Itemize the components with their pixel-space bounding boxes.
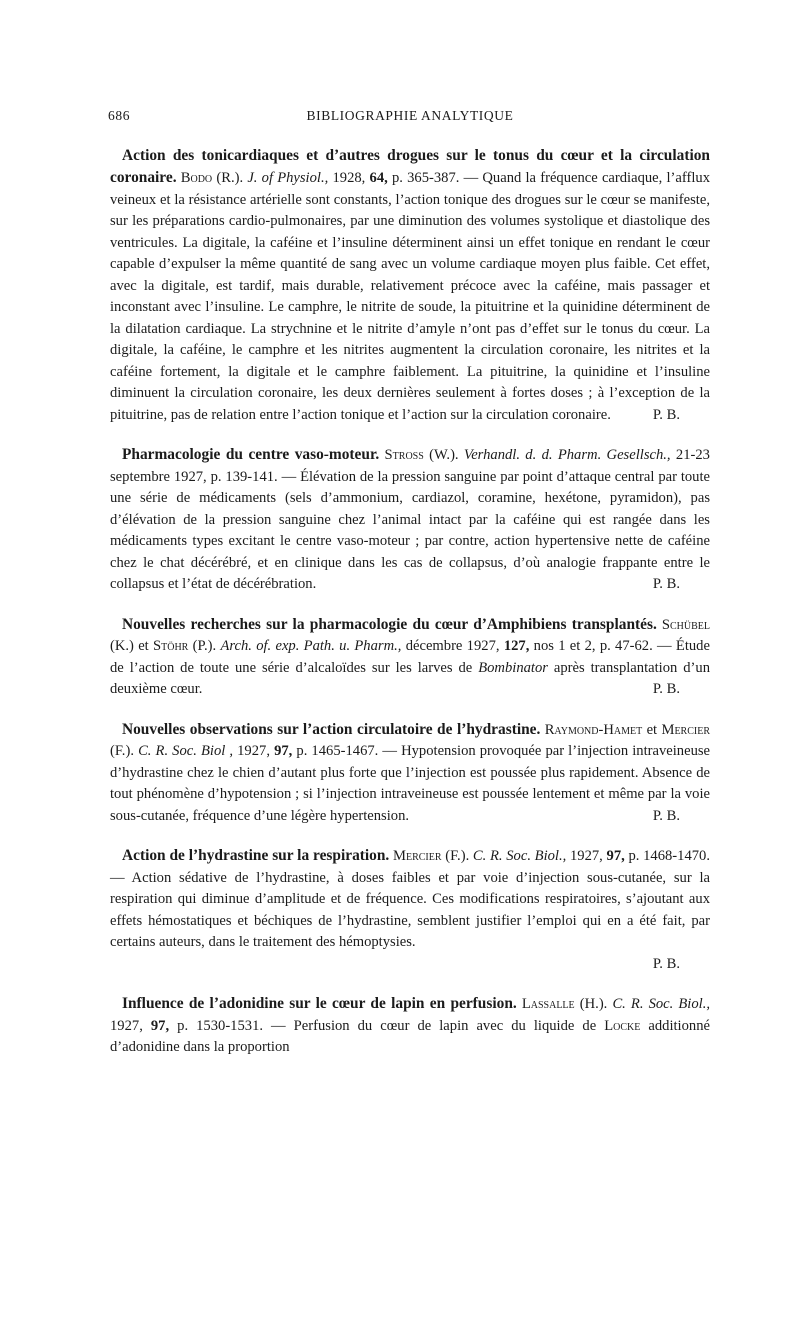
entry-author: Lassalle [521, 996, 575, 1013]
entry-year: 1927, [569, 848, 603, 865]
entry-body: — Quand la fréquence cardiaque, l’afflux veineux et la résistance artérielle sont constants, l’action tonique des drogues sur le cœur se manifeste, sur les préparations cardio-pulmonaires, par une diminution des volumes systolique et diastolique des ventricules. La digitale, la caféine et l’insuline déterminent ainsi un effet tonique en rendant le cœur capable d’expulser la même quantité de sang avec un volume cardiaque moyen plus faible. Cet effet, avec la digitale, est tardif, mais durable, relativement précoce avec la caféine, mais passager et inconstant avec l’insuline. Le camphre, le nitrite de soude, la pituitrine et la quinidine déterminent de la dilatation cardiaque. La strychnine et le nitrite d’amyle n’ont pas d’effet sur le tonus du cœur. La digitale, la caféine, le camphre et les nitrites augmentent la circulation coronaire, les nitrites et la caféine fortement, la digitale et le camphre faiblement. La pituitrine, la quinidine et l’insuline diminuent la circulation coronaire, les deux dernières seulement à fortes doses ; à l’exception de la pituitrine, pas de relation entre l’action tonique et l’action sur la circulation coronaire. [110, 170, 710, 423]
entry-title: Nouvelles observations sur l’action circulatoire de l’hydrastine. [122, 720, 541, 738]
running-head [110, 108, 710, 130]
entry-year: décembre 1927, [405, 638, 500, 655]
entry-volume: 97, [150, 1017, 170, 1034]
entry-body-end: après transplantation d’un deuxième cœur. [110, 659, 710, 698]
entry-author-initial: (W.). [429, 447, 459, 464]
bibliography-entry [110, 719, 710, 828]
bibliography-entry [110, 145, 710, 427]
entry-author-2: Mercier [661, 721, 711, 738]
entry-journal: J. of Physiol., [247, 170, 329, 187]
entry-author-initial: et [646, 721, 658, 738]
bibliography-entry [110, 845, 710, 975]
entry-signature: P. B. [652, 955, 680, 972]
entry-title: Action de l’hydrastine sur la respiration. [122, 847, 390, 865]
entry-year: 1927, [237, 743, 270, 760]
entry-author-2-initial: (P.). [192, 638, 217, 655]
entry-pages: p. 1530-1531. [177, 1017, 264, 1034]
entry-journal: Verhandl. d. d. Pharm. Gesellsch., [463, 447, 671, 464]
entry-pages: nos 1 et 2, p. 47-62. [533, 638, 653, 655]
entry-signature: P. B. [652, 406, 680, 423]
entry-author: Raymond-Hamet [544, 721, 643, 738]
entry-title: Nouvelles recherches sur la pharmacologie du cœur d’Amphibiens transplantés. [122, 615, 657, 633]
entry-author-2: Stöhr [153, 638, 189, 655]
entry-title: Pharmacologie du centre vaso-moteur. [122, 446, 380, 464]
entry-year: 1927, [110, 1017, 143, 1034]
entry-volume: 64, [369, 170, 388, 187]
entry-pages: p. 365-387. [391, 170, 460, 187]
entry-volume: 97, [606, 848, 625, 865]
entry-body: — Perfusion du cœur de lapin avec du liquide de [271, 1017, 597, 1034]
entry-author: Stross [384, 447, 424, 464]
entry-author-initial: (H.). [579, 996, 608, 1013]
entry-signature: P. B. [652, 576, 680, 593]
entry-author-2-initial: (F.). [110, 743, 134, 760]
bibliography-entry [110, 444, 710, 596]
entry-journal: Arch. of. exp. Path. u. Pharm., [220, 638, 402, 655]
entry-body-species: Bombinator [478, 659, 548, 676]
entry-author-initial: (R.). [216, 170, 244, 187]
entry-body: — Étude de l’action de toute une série d’alcaloïdes sur les larves de [110, 638, 710, 676]
entry-signature: P. B. [652, 681, 680, 698]
entry-journal: C. R. Soc. Biol., [612, 996, 711, 1013]
entry-volume: 97, [274, 743, 293, 760]
entry-author-initial: (F.). [445, 848, 470, 865]
entry-year: 21-23 septembre 1927, [110, 447, 710, 485]
entry-body: — Élévation de la pression sanguine par point d’attaque central par toute une série de médicaments (sels d’ammonium, cardiazol, coramine, hexétone, pyramidon), pas d’élévation de la pression sanguine chez l’animal intact par la caféine qui est rangée dans les médicaments types excitant le centre vaso-moteur ; par contre, action hypertensive nette de caféine chez le chat décérébré, et en clinique dans les cas de collapsus, d’où analogie frappante entre le collapsus et l’état de décérébration. [110, 468, 711, 593]
entry-volume: 127, [503, 638, 530, 655]
bibliography-entry [110, 993, 710, 1059]
entry-pages: p. 139-141. [210, 468, 278, 485]
page-number: 686 [108, 108, 131, 123]
entry-body-end: additionné d’adonidine dans la proportion [110, 1017, 710, 1056]
entry-journal: C. R. Soc. Biol , [138, 743, 234, 760]
entry-journal: C. R. Soc. Biol., [472, 848, 567, 865]
entry-author-initial: (K.) et [110, 638, 149, 655]
entry-title: Action des tonicardiaques et d’autres drogues sur le tonus du cœur et la circulation coronaire. [110, 146, 710, 187]
entry-author: Mercier [393, 848, 442, 865]
entry-author: Bodo [180, 170, 213, 187]
page [110, 108, 710, 1077]
running-head-title: BIBLIOGRAPHIE ANALYTIQUE [306, 108, 514, 123]
entry-pages: p. 1468-1470. [628, 848, 711, 865]
entry-body: — Hypotension provoquée par l’injection intraveineuse d’hydrastine chez le chien d’autant plus forte que l’injection est poussée plus rapidement. Absence de tout phénomène d’hypotension ; si l’injection intraveineuse est poussée lentement et même par la voie sous-cutanée, fréquence d’une légère hypertension. [110, 743, 711, 824]
bibliography-entry [110, 614, 710, 701]
entry-body-author: Locke [604, 1017, 641, 1034]
entry-title: Influence de l’adonidine sur le cœur de lapin en perfusion. [122, 995, 517, 1013]
entry-pages: p. 1465-1467. [296, 743, 379, 760]
entry-signature: P. B. [652, 807, 680, 824]
entry-year: 1928, [332, 170, 366, 187]
entry-body: — Action sédative de l’hydrastine, à doses faibles et par voie d’injection sous-cutanée, sur la respiration qui diminue d’amplitude et de fréquence. Ces modifications respiratoires, s’ajoutant aux effets hémostatiques et béchiques de l’hydrastine, semblent justifier l’emploi qui en a été fait, par certains auteurs, dans le traitement des hémoptysies. [110, 869, 710, 951]
entry-author: Schübel [661, 616, 710, 633]
